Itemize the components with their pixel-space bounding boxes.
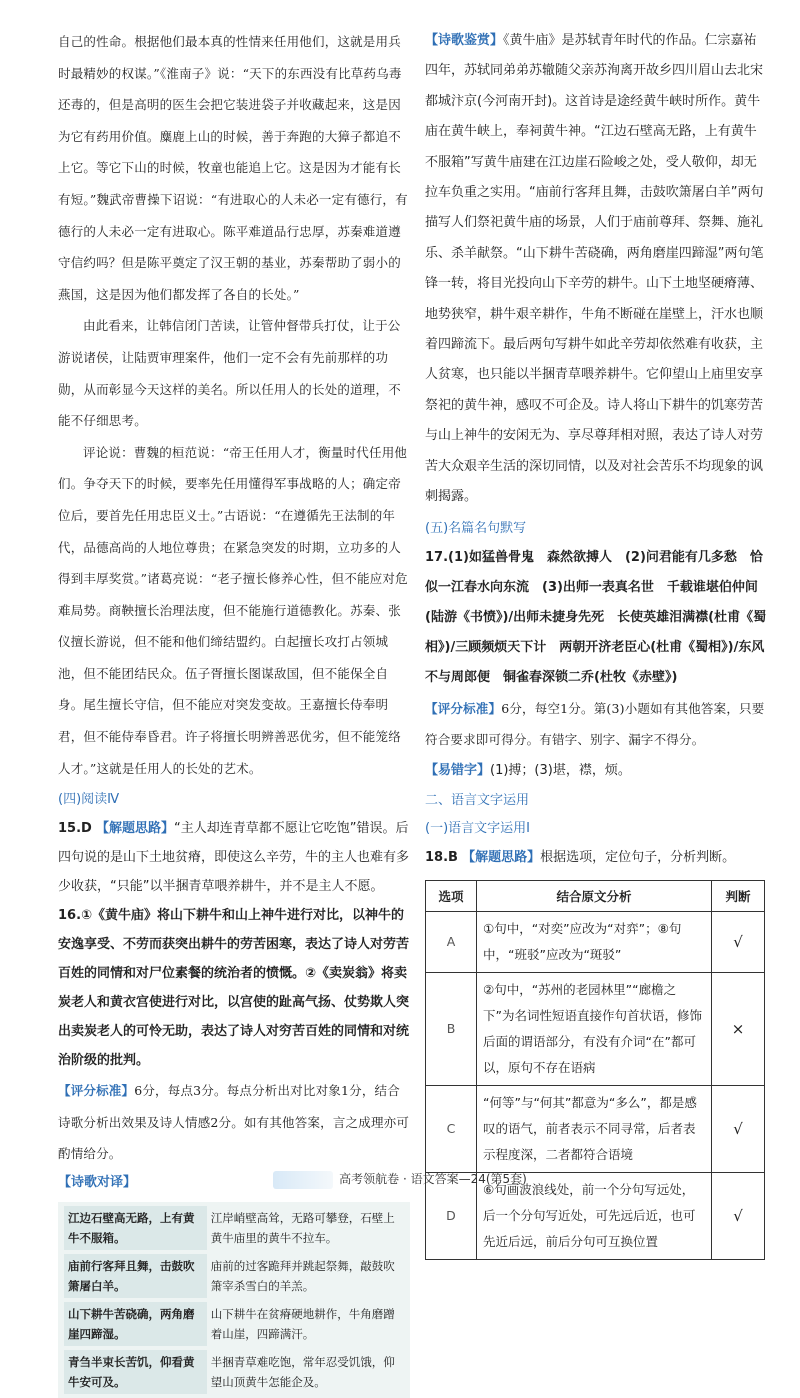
q18-number: 18.B — [425, 849, 458, 865]
q17-number: 17. — [425, 549, 449, 565]
q15-text: “主人却连青草都不愿让它吃饱”错误。后四句说的是山下土地贫瘠，即使这么辛劳，牛的主人也难有多少收获，“只能”以半捆青草喂养耕牛，并不是主人不愿。 — [58, 821, 410, 895]
appreciation-tag: 【诗歌鉴赏】 — [425, 33, 504, 48]
cross-mark-icon: × — [712, 972, 765, 1085]
q15-tag: 【解题思路】 — [95, 821, 174, 837]
poem-appreciation — [425, 26, 769, 513]
analysis-cell: ②句中，“苏州的老园林里”“廊檐之下”为名词性短语直接作句首状语，修饰后面的谓语部分，有没有介词“在”都可以，原句不存在语病 — [477, 972, 712, 1085]
q17-scoring-tag: 【评分标准】 — [425, 700, 502, 716]
q18-tag: 【解题思路】 — [462, 849, 541, 865]
poem-line-translation: 半捆青草难吃饱，常年忍受饥饿，仰望山顶黄牛怎能企及。 — [207, 1348, 404, 1394]
analysis-cell: ①句中，“对奕”应改为“对弈”；⑧句中，“班驳”应改为“斑驳” — [477, 911, 712, 972]
translation-row — [64, 1348, 404, 1394]
analysis-cell: “何等”与“何其”都意为“多么”，都是感叹的语气，前者表示不同寻常，后者表示程度深，二者都符合语境 — [477, 1085, 712, 1172]
q16-scoring — [58, 1075, 410, 1170]
q17-errors-text: (1)搏；(3)堪，襟，烦。 — [490, 762, 631, 778]
appreciation-text: 《黄牛庙》是苏轼青年时代的作品。仁宗嘉祐四年，苏轼同弟弟苏辙随父亲苏洵离开故乡四川眉山去北宋都城汴京(今河南开封)。这首诗是途经黄牛峡时所作。黄牛庙在黄牛峡上，奉祠黄牛神。“江边石壁高无路，上有黄牛不服箱”写黄牛庙建在江边崖石险峻之处，受人敬仰，却无拉车负重之实用。“庙前行客拜且舞，击鼓吹箫屠白羊”两句描写人们祭祀黄牛庙的场景，人们于庙前尊拜、祭舞、施礼乐、杀羊献祭。“山下耕牛苦硗确，两角磨崖四蹄湿”两句笔锋一转，将目光投向山下辛劳的耕牛。山下土地坚硬瘠薄、地势狭窄，耕牛艰辛耕作，牛角不断碰在崖壁上，汗水也顺着四蹄流下。最后两句写耕牛如此辛劳却依然难有收获，主人贫寒，也只能以半捆青草喂养耕牛。它仰望山上庙里安享祭祀的黄牛神，感叹不可企及。诗人将山下耕牛的饥寒劳苦与山上神牛的安闲无为、享尽尊拜相对照，表达了诗人对劳苦大众艰辛生活的深切同情，以及对社会苦乐不均现象的讽刺揭露。 — [425, 33, 764, 505]
analysis-cell: ⑥句画波浪线处，前一个分句写远处，后一个分句写近处，可先远后近，也可先近后远，前后分句可互换位置 — [477, 1172, 712, 1259]
poem-line: 青刍半束长苦饥，仰看黄牛安可及。 — [64, 1348, 207, 1394]
translation-paragraph-1: 自己的性命。根据他们最本真的性情来任用他们，这就是用兵时最精妙的权谋。”《淮南子》说：“天下的东西没有比草药乌毒还毒的，但是高明的医生会把它装进袋子并收藏起来，这是因为它有药用价值。麋鹿上山的时候，善于奔跑的大獐子都追不上它。等它下山的时候，牧童也能追上它。这是因为才能有长有短。”魏武帝曹操下诏说：“有进取心的人未必一定有德行，有德行的人未必一定有进取心。陈平难道品行忠厚，苏秦难道遵守信约吗？但是陈平奠定了汉王朝的基业，苏秦帮助了弱小的燕国，这是因为他们都发挥了各自的长处。” — [58, 34, 408, 302]
poem-line-translation: 江岸峭壁高耸，无路可攀登，石壁上黄牛庙里的黄牛不拉车。 — [210, 1211, 395, 1246]
option-cell: C — [426, 1085, 477, 1172]
poem-line: 江边石壁高无路，上有黄牛不服箱。 — [64, 1206, 207, 1252]
poem-line: 庙前行客拜且舞，击鼓吹箫屠白羊。 — [64, 1252, 207, 1300]
section-famous-lines: (五)名篇名句默写 — [425, 520, 527, 536]
poem-line-translation: 庙前的过客跪拜并跳起祭舞，敲鼓吹箫宰杀雪白的羊羔。 — [207, 1252, 404, 1300]
q16-scoring-tag: 【评分标准】 — [58, 1083, 135, 1099]
question-18 — [425, 843, 769, 872]
right-column — [425, 26, 769, 1260]
translation-row — [64, 1206, 404, 1252]
check-mark-icon: √ — [712, 1172, 765, 1259]
part-two-heading: 二、语言文字运用 — [425, 792, 530, 808]
q17-errors-tag: 【易错字】 — [425, 762, 491, 778]
section-reading-4: (四)阅读Ⅳ — [58, 792, 120, 808]
option-cell: D — [426, 1172, 477, 1259]
check-mark-icon: √ — [712, 1085, 765, 1172]
q15-number: 15.D — [58, 821, 92, 837]
poem-line-translation: 山下耕牛在贫瘠硬地耕作，牛角磨蹭着山崖，四蹄满汗。 — [207, 1300, 404, 1348]
analysis-table — [425, 880, 765, 1260]
q17-scoring — [425, 693, 769, 756]
question-15 — [58, 814, 410, 901]
poem-translation-table — [64, 1206, 404, 1394]
header-analysis: 结合原文分析 — [477, 880, 712, 911]
translation-row — [64, 1300, 404, 1348]
translation-paragraph-3: 评论说：曹魏的桓范说：“帝王任用人才，衡量时代任用他们。争夺天下的时候，要率先任用懂得军事战略的人；确定帝位后，要首先任用忠臣义士。”古语说：“在遵循先王法制的年代，品德高尚的人地位尊贵；在紧急突发的时期，立功多的人得到丰厚奖赏。”诸葛亮说：“老子擅长修养心性，但不能应对危难局势。商鞅擅长治理法度，但不能施行道德教化。苏秦、张仪擅长游说，但不能和他们缔结盟约。白起擅长攻打占领城池，但不能团结民众。伍子胥擅长图谋敌国，但不能保全自身。尾生擅长守信，但不能应对突发变故。王嘉擅长侍奉明君，但不能侍奉昏君。许子将擅长明辨善恶优劣，但不能笼络人才。”这就是任用人的长处的艺术。 — [58, 444, 408, 776]
page-footer — [0, 1170, 800, 1189]
q17-text: (1)如猛兽骨鬼 森然欲搏人 (2)问君能有几多愁 恰似一江春水向东流 (3)出师一表真名世 千载谁堪伯仲间(陆游《书愤》)/出师未捷身先死 长使英雄泪满襟(杜甫《蜀相》)/三顾频烦天下计 两朝开济老臣心(杜甫《蜀相》)/东风不与周郎便 铜雀春深锁二乔(杜牧《赤壁》) — [425, 549, 767, 685]
publisher-logo-icon — [273, 1171, 333, 1189]
option-cell: A — [426, 911, 477, 972]
footer-text: 高考领航卷 · 语文答案—24(第5套) — [339, 1172, 527, 1186]
q17-scoring-text: 6分，每空1分。第(3)小题如有其他答案，只要符合要求即可得分。有错字、别字、漏字不得分。 — [425, 700, 765, 748]
translation-row — [64, 1252, 404, 1300]
option-cell: B — [426, 972, 477, 1085]
question-17 — [425, 543, 769, 693]
table-row — [426, 972, 765, 1085]
left-column — [58, 26, 410, 1398]
question-16 — [58, 901, 410, 1075]
poem-line: 山下耕牛苦硗确，两角磨崖四蹄湿。 — [64, 1300, 207, 1348]
table-row — [426, 1085, 765, 1172]
poem-translation-box — [58, 1202, 410, 1398]
table-header-row — [426, 880, 765, 911]
translation-title: 【诗歌对译】 — [58, 1175, 137, 1191]
q16-text: ①《黄牛庙》将山下耕牛和山上神牛进行对比，以神牛的安逸享受、不劳而获突出耕牛的劳苦困寒，表达了诗人对劳苦百姓的同情和对尸位素餐的统治者的愤慨。②《卖炭翁》将卖炭老人和黄衣宫使进行对比，以宫使的趾高气扬、仗势欺人突出卖炭老人的可怜无助，表达了诗人对穷苦百姓的同情和对统治阶级的批判。 — [58, 908, 410, 1069]
q18-text: 根据选项，定位句子，分析判断。 — [540, 849, 736, 865]
q16-number: 16. — [58, 908, 82, 924]
translation-paragraph-2: 由此看来，让韩信闭门苦读，让管仲督带兵打仗，让于公游说诸侯，让陆贾审理案件，他们一定不会有先前那样的功勋，从而彰显今天这样的美名。所以任用人的长处的道理，不能不仔细思考。 — [58, 318, 401, 429]
header-option: 选项 — [426, 880, 477, 911]
part-two-subheading: (一)语言文字运用Ⅰ — [425, 820, 530, 836]
table-row — [426, 911, 765, 972]
q16-scoring-text: 6分，每点3分。每点分析出对比对象1分，结合诗歌分析出效果及诗人情感2分。如有其他答案，言之成理亦可酌情给分。 — [58, 1083, 410, 1162]
check-mark-icon: √ — [712, 911, 765, 972]
header-judgement: 判断 — [712, 880, 765, 911]
q17-errors — [425, 756, 769, 785]
